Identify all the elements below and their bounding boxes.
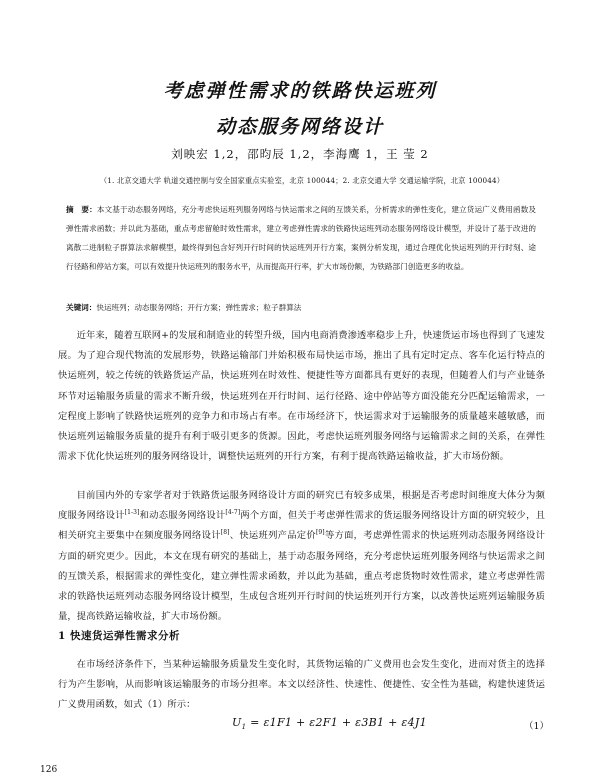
text-segment: 和动态服务网络设计 — [139, 510, 226, 522]
paper-title-line-1: 考虑弹性需求的铁路快运班列 — [163, 80, 437, 102]
equation-lhs: U — [232, 716, 242, 729]
equation-rhs: = ε1F1 + ε2F1 + ε3B1 + ε4J1 — [250, 716, 427, 729]
section-1-paragraph — [58, 655, 545, 716]
section-heading: 1 快速货运弹性需求分析 — [58, 630, 180, 642]
equation-lhs-subscript: 1 — [241, 723, 247, 732]
paper-title-line-2: 动态服务网络设计 — [215, 116, 384, 138]
intro-paragraph-2 — [58, 486, 545, 627]
citation: [4-7] — [225, 509, 241, 517]
text-segment: 等方面，考虑弹性需求的快运班列动态服务网络设计方面的研究更少。因此，本文在现有研究的基础上，基于动态服务网络，充分考虑快运班列服务网络与快运需求之间的互馈关系，根据需求的弹性变化，建立弹性需求函数，并以此为基础，重点考虑货物时效性需求，建立考虑弹性需求的铁路快运班列动态服务网络设计模型，生成包含班列开行时间的快运班列开行方案，以改善快运班列运输服务质量，提高铁路运输收益，扩大市场份额。 — [58, 530, 545, 623]
keywords — [66, 300, 536, 316]
text-segment: 目前国内外的专家学者对于铁路货运服务网络设计方面的研究已有较多成果，根据是否考虑时间维度大体分为频度服务网络设计 — [58, 490, 545, 522]
abstract — [66, 200, 536, 276]
paragraph-text — [58, 486, 545, 627]
equation-number: （1） — [524, 721, 550, 732]
keywords-text: 快运班列；动态服务网络；开行方案；弹性需求；粒子群算法 — [96, 303, 302, 312]
citation: [9] — [315, 529, 325, 537]
author-list: 刘映宏 1,2，邵昀辰 1,2，李海鹰 1，王 莹 2 — [171, 147, 429, 161]
keywords-label: 关键词： — [66, 303, 97, 312]
text-segment: 两个方面，但关于考虑弹性需求的货运服务网络设计方面的研究较少，且相关研究主要集中在频度服务网络设计 — [58, 510, 546, 542]
text-segment: 、快运班列产品定价 — [229, 530, 316, 542]
abstract-text: 本文基于动态服务网络，充分考虑快运班列服务网络与快运需求之间的互馈关系，分析需求的弹性变化，建立货运广义费用函数及弹性需求函数；并以此为基础，重点考虑留舱时效性需求，建立考虑弹性需求的铁路快运班列动态服务网络设计模型，并设计了基于改进的离散二进制粒子群算法求解模型，最终得到包含好列开行时间的快运班列开行方案，案例分析发现，通过合理优化快运班列的开行时刻、途行径路和停站方案，可以有效提升快运班列的服务水平，从而提高开行率，扩大市场份额，为铁路部门创造更多的收益。 — [66, 205, 536, 271]
citation: [1-3] — [124, 509, 140, 517]
paragraph-text: 在市场经济条件下，当某种运输服务质量发生变化时，其货物运输的广义费用也会发生变化，进而对货主的选择行为产生影响，从而影响该运输服务的市场分担率。本文以经济性、快速性、便捷性、安全性为基础，构建快速货运广义费用函数，如式（1）所示： — [58, 659, 545, 711]
equation-1 — [232, 716, 427, 731]
abstract-label: 摘 要： — [66, 205, 97, 214]
paragraph-text: 近年来，随着互联网+的发展和制造业的转型升级，国内电商消费渗透率稳步上升，快速货运市场也得到了飞速发展。为了迎合现代物流的发展形势，铁路运输部门并始积极布局快运市场，推出了具有定时定点、客车化运行特点的快运班列，较之传统的铁路货运产品，快运班列在时效性、便捷性等方面都具有更好的表现，但随着人们与产业链条环节对运输服务质量的需求不断升级，快运班列在开行时间、运行径路、途中停站等方面没能充分匹配运输需求，一定程度上影响了铁路快运班列的竞争力和市场占有率。在市场经济下，快运需求对于运输服务的质量越来越敏感，而快运班列运输服务质量的提升有利于吸引更多的货源。因此，考虑快运班列服务网络与运输需求之间的关系，在弹性需求下优化快运班列的服务网络设计，调整快运班列的开行方案，有利于提高铁路运输收益，扩大市场份额。 — [58, 330, 545, 463]
page-number: 126 — [40, 765, 58, 775]
citation: [8] — [220, 529, 230, 537]
affiliation: （1. 北京交通大学 轨道交通控制与安全国家重点实验室，北京 100044；2. 北京交通大学 交通运输学院，北京 100044） — [99, 176, 505, 185]
intro-paragraph-1 — [58, 326, 545, 467]
